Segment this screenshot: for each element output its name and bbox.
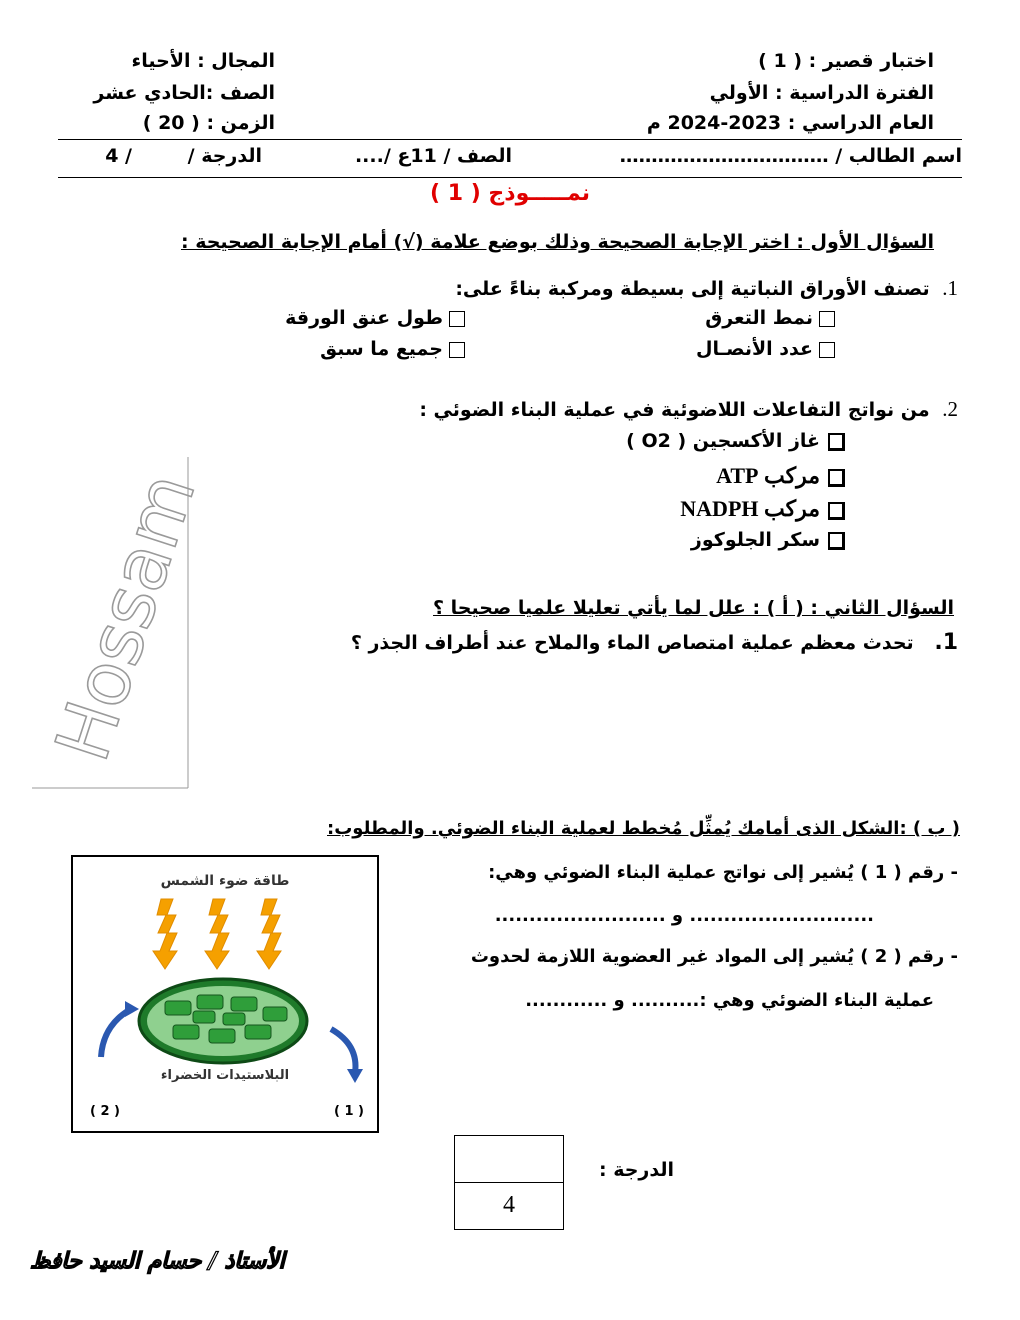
sunlight-arrow-icon [153,899,177,969]
q1-item1-option-1[interactable] [705,307,835,329]
q1-heading: السؤال الأول : اختر الإجابة الصحيحة وذلك بوضع علامة (√) أمام الإجابة الصحيحة : [180,231,934,253]
label-2: ( 2 ) [90,1104,120,1119]
q1-item1-number: 1. [942,276,958,300]
q1-item1-option-4[interactable] [320,338,465,360]
chloroplast-label: البلاستيدات الخضراء [160,1068,290,1083]
signature [30,455,213,791]
q2-line1: - رقم ( 1 ) يُشير إلى نواتج عملية البناء الضوئي وهي: [488,862,958,883]
term-label: الفترة الدراسية : الأولي [709,82,934,104]
time-label: الزمن : ( 20 ) [142,112,275,134]
grade-box-value: 4 [503,1192,515,1218]
checkbox[interactable] [828,532,845,550]
sunlight-arrow-icon [205,899,229,969]
curved-arrow-in-icon [101,1009,131,1057]
q2-line3: عملية البناء الضوئي وهي :.......... و ............ [525,990,934,1011]
q1-item2-option-3[interactable] [680,496,845,522]
signature-graphic [30,455,213,791]
checkbox[interactable] [819,342,835,358]
option-label: سكر الجلوكوز [690,529,820,551]
score-value: / 4 [105,145,132,167]
checkbox[interactable] [828,502,845,520]
q2-item1 [351,630,958,655]
q1-item2-option-2[interactable] [716,463,845,489]
option-label: جميع ما سبق [320,338,443,360]
checkbox[interactable] [828,433,845,451]
student-name-field: اسم الطالب / …………………………… [619,145,962,167]
q1-item2-number: 2. [942,397,958,421]
arrow-head-icon [347,1069,363,1083]
grade-box [454,1135,564,1230]
option-label: مركب NADPH [680,496,820,521]
arrow-head-icon [125,1001,139,1017]
checkbox[interactable] [449,311,465,327]
option-label: عدد الأنصـال [696,338,813,360]
q1-item2-option-1[interactable] [626,430,845,452]
diagram-graphic [73,857,377,1131]
q2-line2: - رقم ( 2 ) يُشير إلى المواد غير العضوية اللازمة لحدوث [470,946,958,967]
checkbox[interactable] [819,311,835,327]
label-1: ( 1 ) [334,1104,364,1119]
option-label: نمط التعرق [705,307,813,329]
score-label: الدرجة / [187,145,262,167]
subject-label: المجال : الأحياء [131,50,275,72]
q1-item1-option-3[interactable] [696,338,835,360]
q1-item2-option-4[interactable] [691,529,845,551]
chloroplast-icon [139,979,307,1063]
checkbox[interactable] [449,342,465,358]
q2-part-b-heading: ( ب ) :الشكل الذى أمامك يُمثِّل مُخطط لعملية البناء الضوئي. والمطلوب: [327,818,960,839]
signature-text: Hossam [39,463,213,771]
grade-label: الدرجة : [599,1159,674,1181]
sun-energy-label: طاقة ضوء الشمس [160,873,290,889]
q2-item1-number: 1. [934,630,958,655]
academic-year: العام الدراسي : 2023-2024 م [646,112,934,134]
header-divider-top [58,139,962,140]
sunlight-arrow-icon [257,899,281,969]
grade-level: الصف :الحادي عشر [93,82,275,104]
q1-item1-text: تصنف الأوراق النباتية إلى بسيطة ومركبة بناءً على: [455,278,930,300]
q2-line1-blanks: ........................... و ......................... [494,905,874,926]
model-title [0,181,1020,206]
grade-box-top [455,1136,563,1183]
photosynthesis-diagram [71,855,379,1133]
q2-item1-text: تحدث معظم عملية امتصاص الماء والملاح عند أطراف الجذر ؟ [350,632,914,654]
header-divider-bottom [58,177,962,178]
checkbox[interactable] [828,469,845,487]
sunlight-arrows [153,899,281,969]
q1-item2-text: من نواتج التفاعلات اللاضوئية في عملية البناء الضوئي : [419,399,930,421]
model-title-text: نمـــــوذج ( 1 ) [430,181,590,206]
option-label: مركب ATP [716,463,820,488]
class-field: الصف / 11ع /.... [354,145,512,167]
option-label: طول عنق الورقة [285,307,443,329]
q2-heading: السؤال الثاني : ( أ ) : علل لما يأتي تعليلا علميا صحيحا ؟ [433,597,954,619]
q1-item2 [419,397,958,422]
curved-arrow-out-icon [331,1029,356,1073]
option-label: غاز الأكسجين ( O2 ) [626,430,820,452]
q1-item1-option-2[interactable] [285,307,465,329]
teacher-name: الأستاذ / حسام السيد حافظ [30,1249,285,1274]
exam-title: اختبار قصير : ( 1 ) [758,50,934,72]
q1-item1 [455,276,958,301]
